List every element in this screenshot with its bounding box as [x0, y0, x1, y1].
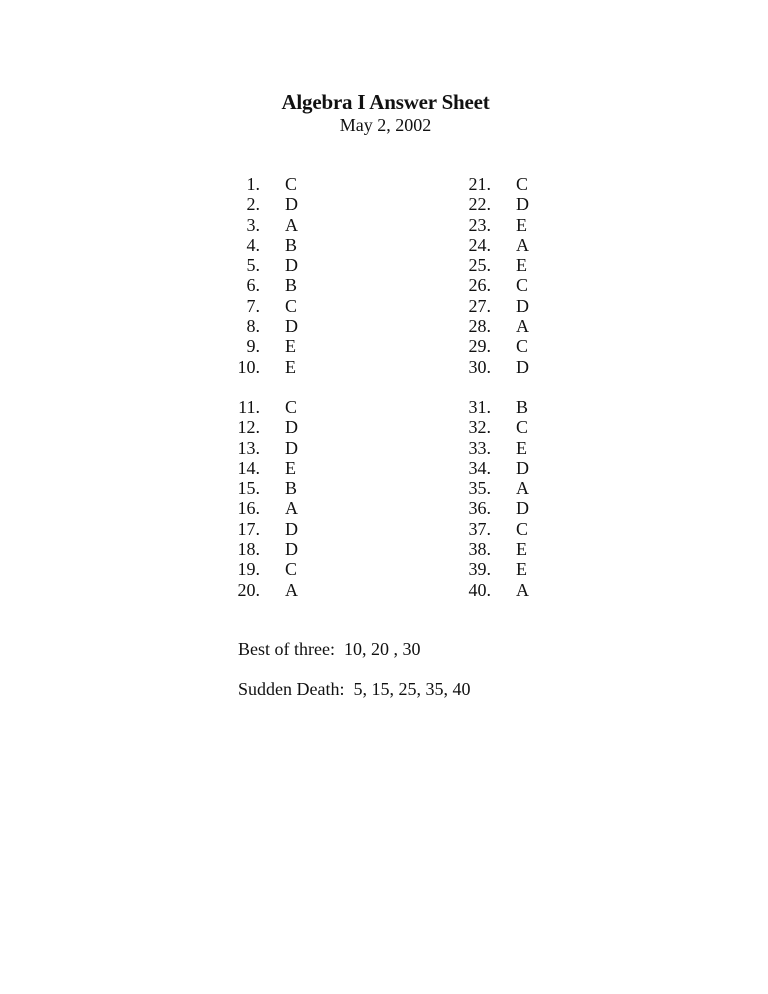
answer-letter: B	[516, 396, 529, 417]
answer-letter: E	[285, 356, 296, 377]
question-number: 10.	[237, 356, 260, 377]
answer-letter: D	[285, 437, 298, 458]
answer-row	[468, 316, 588, 336]
answer-letter: E	[516, 539, 527, 560]
answer-row	[237, 174, 357, 194]
answer-letter: B	[285, 275, 298, 296]
question-number: 37.	[468, 518, 491, 539]
answer-row	[468, 438, 588, 458]
answer-row	[468, 519, 588, 539]
answer-row	[237, 458, 357, 478]
question-number: 13.	[237, 437, 260, 458]
answer-row	[468, 417, 588, 437]
question-number: 32.	[468, 417, 491, 438]
answer-letter: C	[285, 559, 298, 580]
answer-row	[468, 478, 588, 498]
question-number: 33.	[468, 437, 491, 458]
answer-letter: C	[516, 417, 529, 438]
answer-row	[468, 559, 588, 579]
answer-letter: A	[516, 316, 529, 337]
question-number: 28.	[468, 316, 491, 337]
answer-letter: A	[516, 579, 529, 600]
answer-letter: C	[516, 336, 529, 357]
answer-row	[468, 174, 588, 194]
answer-row	[468, 255, 588, 275]
answer-row	[237, 215, 357, 235]
answer-row	[237, 296, 357, 316]
answer-column-left	[237, 174, 357, 620]
answer-letter: D	[285, 539, 298, 560]
answer-letter: C	[516, 275, 529, 296]
question-number: 12.	[237, 417, 260, 438]
question-number: 20.	[237, 579, 260, 600]
question-number: 7.	[246, 295, 260, 316]
question-number: 27.	[468, 295, 491, 316]
answer-row	[237, 478, 357, 498]
best-of-three-note: Best of three: 10, 20 , 30	[238, 639, 421, 659]
question-number: 3.	[246, 214, 260, 235]
question-number: 18.	[237, 539, 260, 560]
answer-letter: E	[516, 255, 527, 276]
answer-row	[237, 235, 357, 255]
answer-letter: E	[516, 559, 527, 580]
answer-row	[468, 580, 588, 600]
question-number: 30.	[468, 356, 491, 377]
answer-row	[237, 559, 357, 579]
question-number: 16.	[237, 498, 260, 519]
answer-letter: D	[285, 194, 298, 215]
answer-row	[468, 336, 588, 356]
answer-letter: D	[516, 356, 529, 377]
answer-row	[237, 316, 357, 336]
answer-letter: B	[285, 478, 298, 499]
answer-row	[468, 296, 588, 316]
answer-row	[468, 397, 588, 417]
answer-letter: A	[516, 234, 529, 255]
answer-row	[237, 519, 357, 539]
answer-row	[237, 275, 357, 295]
answer-letter: D	[285, 316, 298, 337]
question-number: 23.	[468, 214, 491, 235]
answer-row	[468, 498, 588, 518]
answer-letter: E	[516, 437, 527, 458]
question-number: 24.	[468, 234, 491, 255]
question-number: 36.	[468, 498, 491, 519]
page-date: May 2, 2002	[339, 115, 432, 135]
answer-block	[237, 174, 357, 377]
answer-row	[468, 215, 588, 235]
answer-row	[237, 397, 357, 417]
question-number: 1.	[246, 174, 260, 194]
question-number: 26.	[468, 275, 491, 296]
answer-block	[468, 397, 588, 600]
answer-row	[468, 357, 588, 377]
question-number: 14.	[237, 457, 260, 478]
answer-row	[468, 458, 588, 478]
answer-letter: E	[516, 214, 527, 235]
answer-letter: C	[516, 174, 529, 194]
question-number: 22.	[468, 194, 491, 215]
answer-letter: E	[285, 336, 296, 357]
answer-letter: A	[285, 579, 298, 600]
answer-row	[237, 255, 357, 275]
question-number: 29.	[468, 336, 491, 357]
question-number: 11.	[238, 396, 260, 417]
question-number: 9.	[246, 336, 260, 357]
answer-block	[468, 174, 588, 377]
answer-row	[237, 194, 357, 214]
question-number: 21.	[468, 174, 491, 194]
question-number: 39.	[468, 559, 491, 580]
answer-letter: C	[285, 396, 298, 417]
question-number: 19.	[237, 559, 260, 580]
question-number: 15.	[237, 478, 260, 499]
question-number: 5.	[246, 255, 260, 276]
answer-letter: D	[285, 255, 298, 276]
answer-letter: D	[516, 457, 529, 478]
answer-letter: C	[285, 174, 298, 194]
answer-row	[468, 539, 588, 559]
answer-letter: A	[516, 478, 529, 499]
answer-row	[237, 336, 357, 356]
question-number: 35.	[468, 478, 491, 499]
answer-letter: C	[285, 295, 298, 316]
answer-row	[468, 275, 588, 295]
question-number: 17.	[237, 518, 260, 539]
answer-letter: A	[285, 498, 298, 519]
answer-letter: D	[285, 518, 298, 539]
question-number: 6.	[246, 275, 260, 296]
answer-letter: D	[516, 498, 529, 519]
answer-block	[237, 397, 357, 600]
answer-column-right	[468, 174, 588, 620]
answer-row	[468, 235, 588, 255]
question-number: 31.	[468, 396, 491, 417]
answer-letter: D	[285, 417, 298, 438]
answer-row	[237, 417, 357, 437]
answer-row	[237, 357, 357, 377]
question-number: 2.	[246, 194, 260, 215]
answer-letter: C	[516, 518, 529, 539]
answer-row	[237, 438, 357, 458]
question-number: 40.	[468, 579, 491, 600]
answer-row	[237, 539, 357, 559]
question-number: 25.	[468, 255, 491, 276]
page-title: Algebra I Answer Sheet	[281, 90, 490, 114]
question-number: 34.	[468, 457, 491, 478]
sudden-death-note: Sudden Death: 5, 15, 25, 35, 40	[238, 679, 471, 699]
question-number: 38.	[468, 539, 491, 560]
answer-letter: B	[285, 234, 298, 255]
answer-letter: A	[285, 214, 298, 235]
answer-row	[237, 498, 357, 518]
answer-letter: E	[285, 457, 296, 478]
answer-row	[468, 194, 588, 214]
answer-letter: D	[516, 194, 529, 215]
answer-letter: D	[516, 295, 529, 316]
answer-row	[237, 580, 357, 600]
question-number: 8.	[246, 316, 260, 337]
question-number: 4.	[246, 234, 260, 255]
